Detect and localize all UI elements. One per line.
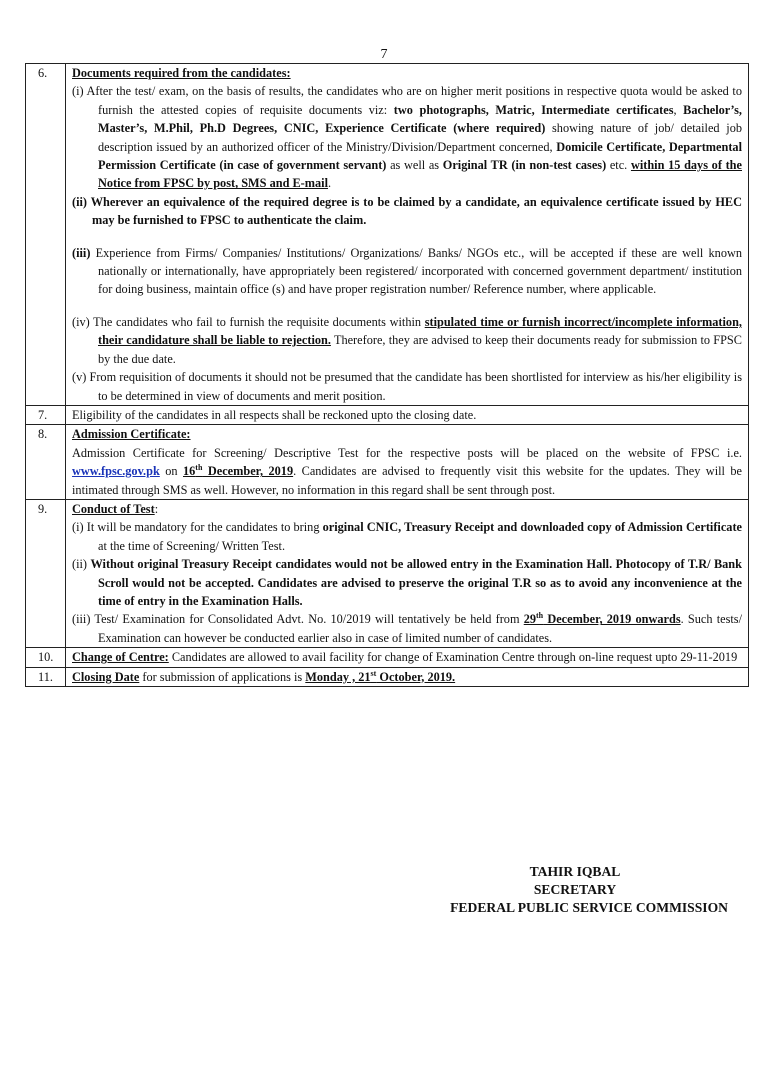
item-10-content: Change of Centre: Candidates are allowed to avail facility for change of Examination Centre through on-line request upto 29-11-2019 — [66, 648, 749, 667]
item-heading: Admission Certificate: — [72, 427, 191, 442]
item-9-content — [66, 499, 749, 647]
item-6-iii: (iii) Experience from Firms/ Companies/ Institutions/ Organizations/ Banks/ NGOs etc., will be accepted if these are well known nationally or internationally, have appropriately been registered/ incorporated with concerned government department/ institution for doing business, maintain office (s) and have proper registration number/ Reference number, where applicable. — [72, 245, 742, 297]
table-row — [26, 648, 749, 667]
item-number: 6. — [26, 64, 66, 406]
item-6-iv: (iv) The candidates who fail to furnish the requisite documents within stipulated time or furnish incorrect/incomplete information, their candidature shall be liable to rejection. Therefore, they are advised to keep their documents ready for submission to FPSC by the due date. — [72, 314, 742, 366]
item-number: 11. — [26, 667, 66, 686]
item-9-ii: (ii) Without original Treasury Receipt candidates would not be allowed entry in the Examination Hall. Photocopy of T.R/ Bank Scroll would not be accepted. Candidates are advised to preserve the original T.R so as to avoid any inconvenience at the time of entry in the Examination Halls. — [72, 557, 742, 608]
signatory-name: TAHIR IQBAL — [529, 864, 621, 879]
item-number: 8. — [26, 425, 66, 500]
organization-name: FEDERAL PUBLIC SERVICE COMMISSION — [450, 900, 728, 915]
page-number: 7 — [380, 47, 388, 62]
item-6-v: (v) From requisition of documents it should not be presumed that the candidate has been shortlisted for interview as his/her eligibility is to be determined in view of documents and merit position. — [72, 370, 742, 403]
item-8-content — [66, 425, 749, 500]
item-8-text: Admission Certificate for Screening/ Descriptive Test for the respective posts will be placed on the website of FPSC i.e. www.fpsc.gov.pk on 16th December, 2019. Candidates are advised to frequently visit this website for the updates. They will be intimated through SMS as well. However, no information in this regard shall be sent through post. — [72, 445, 742, 497]
item-number: 7. — [26, 405, 66, 424]
item-9-i: (i) It will be mandatory for the candidates to bring original CNIC, Treasury Receipt and downloaded copy of Admission Certificate at the time of Screening/ Written Test. — [72, 520, 742, 553]
item-6-content — [66, 64, 749, 406]
item-heading: Documents required from the candidates: — [72, 66, 291, 80]
table-row — [26, 64, 749, 406]
signatory-designation: SECRETARY — [533, 882, 617, 897]
fpsc-website-link[interactable]: www.fpsc.gov.pk — [72, 464, 160, 479]
item-11-content: Closing Date for submission of applications is Monday , 21st October, 2019. — [66, 667, 749, 686]
item-6-ii: (ii) Wherever an equivalence of the required degree is to be claimed by a candidate, an equivalence certificate issued by HEC may be furnished to FPSC to authenticate the claim. — [72, 194, 742, 228]
item-number: 10. — [26, 648, 66, 667]
item-9-iii: (iii) Test/ Examination for Consolidated Advt. No. 10/2019 will tentatively be held from 29th December, 2019 onwards. Such tests/ Examination can however be conducted earlier also in case of limited number of candidates. — [72, 611, 742, 645]
item-7-content: Eligibility of the candidates in all respects shall be reckoned upto the closing date. — [66, 405, 749, 424]
table-row — [26, 499, 749, 647]
item-number: 9. — [26, 499, 66, 647]
signature-block — [390, 863, 760, 917]
item-6-i: (i) After the test/ exam, on the basis of results, the candidates who are on higher merit positions in respective quota would be asked to furnish the attested copies of requisite documents viz: two photographs, Matric, Intermediate certificates, Bachelor’s, Master’s, M.Phil, Ph.D Degrees, CNIC, Experience Certificate (where required) showing nature of job/ detailed job description issued by an authorized officer of the Ministry/Division/Department concerned, Domicile Certificate, Departmental Permission Certificate (in case of government servant) as well as Original TR (in non-test cases) etc. within 15 days of the Notice from FPSC by post, SMS and E-mail. — [72, 84, 742, 191]
item-heading: Conduct of Test: — [72, 501, 159, 516]
instructions-table — [25, 63, 749, 687]
table-row — [26, 667, 749, 686]
table-row — [26, 425, 749, 500]
table-row — [26, 405, 749, 424]
